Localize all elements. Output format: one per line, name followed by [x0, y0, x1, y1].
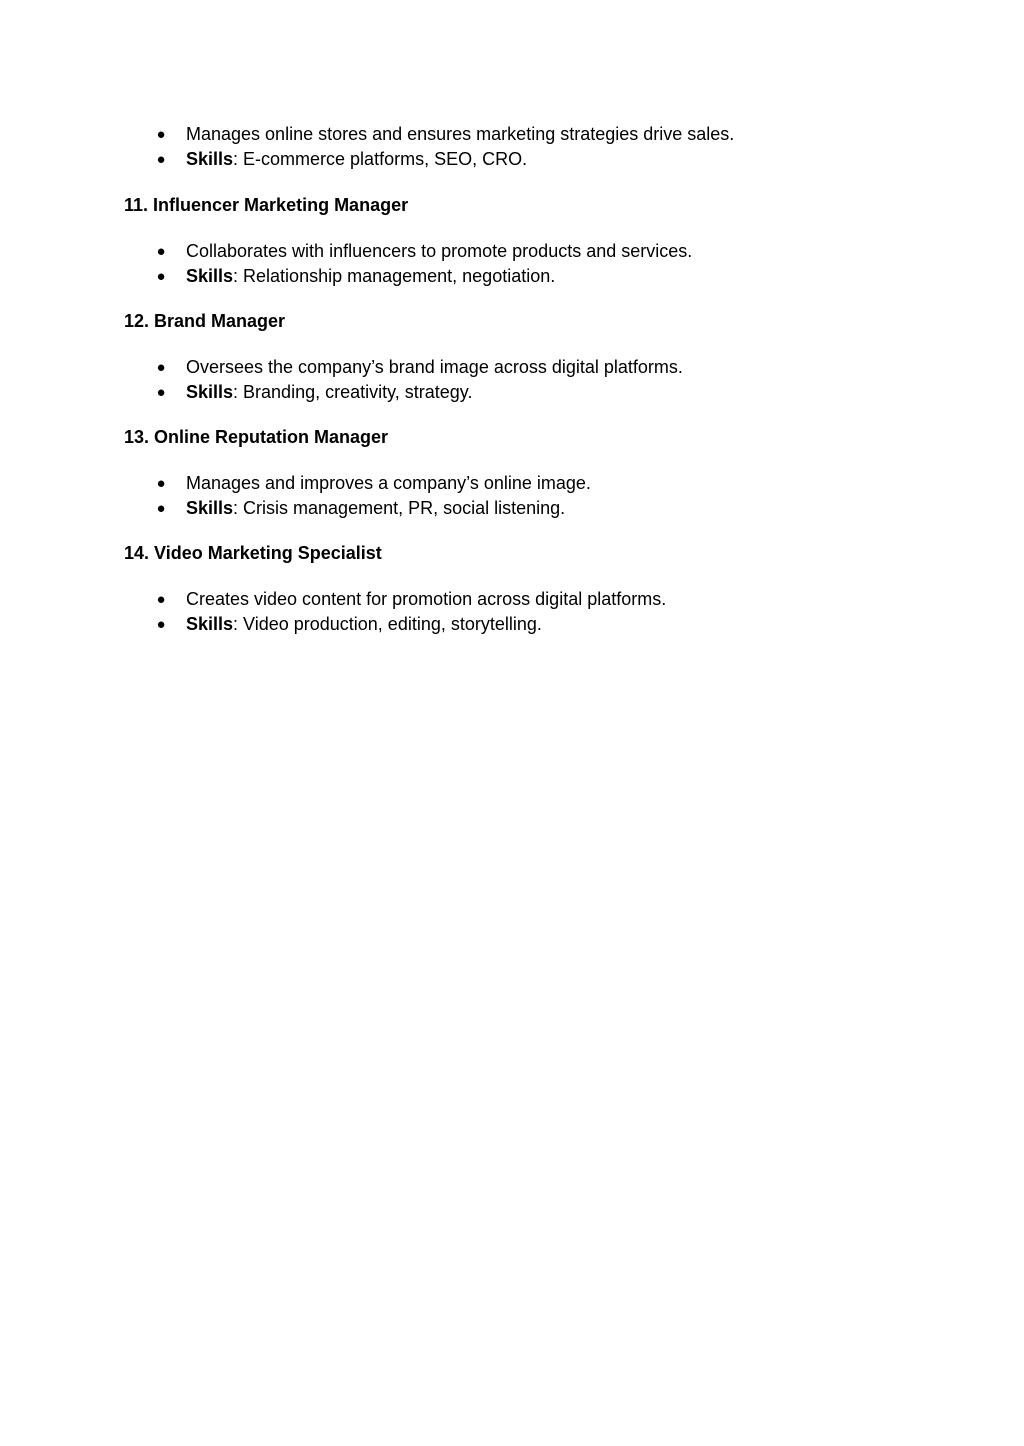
section-online-reputation-manager [0, 425, 1024, 521]
bullet-text: : Video production, editing, storytelling. [233, 614, 542, 634]
bullet-label: Skills [186, 498, 234, 518]
bullet-text: : Branding, creativity, strategy. [233, 382, 473, 402]
bullet-text: : Crisis management, PR, social listening. [233, 498, 566, 518]
bullet-text: Collaborates with influencers to promote products and services. [186, 241, 693, 261]
section-bullet-list [0, 239, 1024, 289]
bullet-text: Manages online stores and ensures marketing strategies drive sales. [186, 124, 735, 144]
list-item [0, 122, 1024, 147]
bullet-text: Creates video content for promotion across digital platforms. [186, 589, 667, 609]
section-bullet-list [0, 471, 1024, 521]
bullet-label: Skills [186, 382, 234, 402]
bullet-text: Manages and improves a company’s online image. [186, 473, 591, 493]
bullet-label: Skills [186, 149, 234, 169]
bullet-icon: ● [156, 268, 166, 285]
bullet-icon: ● [156, 126, 166, 143]
bullet-text: Oversees the company’s brand image across digital platforms. [186, 357, 683, 377]
section-heading: 12. Brand Manager [124, 311, 286, 331]
bullet-icon: ● [156, 151, 166, 168]
list-item [0, 239, 1024, 264]
intro-bullet-list [0, 122, 1024, 172]
bullet-icon: ● [156, 384, 166, 401]
section-heading: 13. Online Reputation Manager [124, 427, 389, 447]
list-item [0, 380, 1024, 405]
list-item [0, 496, 1024, 521]
section-video-marketing-specialist [0, 541, 1024, 637]
bullet-text: : E-commerce platforms, SEO, CRO. [233, 149, 528, 169]
intro-block [0, 122, 1024, 172]
bullet-icon: ● [156, 359, 166, 376]
section-heading: 14. Video Marketing Specialist [124, 543, 382, 563]
section-brand-manager [0, 309, 1024, 405]
list-item [0, 471, 1024, 496]
bullet-icon: ● [156, 591, 166, 608]
section-influencer-marketing-manager [0, 193, 1024, 289]
list-item [0, 355, 1024, 380]
bullet-icon: ● [156, 500, 166, 517]
list-item [0, 612, 1024, 637]
list-item [0, 587, 1024, 612]
bullet-icon: ● [156, 616, 166, 633]
bullet-label: Skills [186, 266, 234, 286]
section-bullet-list [0, 587, 1024, 637]
section-bullet-list [0, 355, 1024, 405]
bullet-text: : Relationship management, negotiation. [233, 266, 556, 286]
section-heading: 11. Influencer Marketing Manager [124, 195, 409, 215]
bullet-label: Skills [186, 614, 234, 634]
list-item [0, 147, 1024, 172]
bullet-icon: ● [156, 475, 166, 492]
list-item [0, 264, 1024, 289]
bullet-icon: ● [156, 243, 166, 260]
